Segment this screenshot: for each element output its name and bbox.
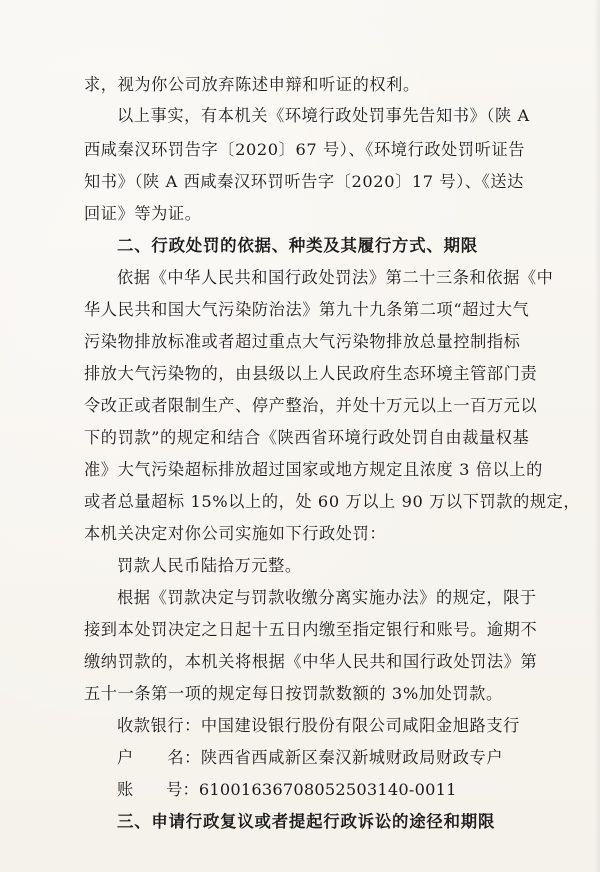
penalty-amount: 罚款人民币陆拾万元整。: [117, 556, 302, 575]
paragraph-line: 回证》等为证。: [84, 204, 202, 223]
bank-name: 收款银行：中国建设银行股份有限公司咸阳金旭路支行: [117, 716, 520, 735]
paragraph-line: 依据《中华人民共和国行政处罚法》第二十三条和依据《中: [117, 268, 554, 287]
paragraph-line: 五十一条第一项的规定每日按罚款数额的 3%加处罚款。: [84, 684, 503, 703]
account-holder: 户 名：陕西省西咸新区秦汉新城财政局财政专户: [117, 748, 504, 767]
account-number: 账 号：61001636708052503140-0011: [117, 780, 457, 799]
paragraph-line: 西咸秦汉环罚告字〔2020〕67 号）、《环境行政处罚听证告: [84, 140, 526, 159]
section-heading: 三、申请行政复议或者提起行政诉讼的途径和期限: [117, 812, 496, 831]
paragraph-line: 令改正或者限制生产、停产整治，并处十万元以上一百万元以: [84, 396, 538, 415]
paragraph-line: 根据《罚款决定与罚款收缴分离实施办法》的规定，限于: [117, 588, 537, 607]
paragraph-line: 知书》（陕 A 西咸秦汉环罚听告字〔2020〕17 号）、《送达: [84, 172, 524, 191]
paragraph-line: 或者总量超标 15%以上的，处 60 万以上 90 万以下罚款的规定，: [84, 492, 581, 511]
paragraph-line: 排放大气污染物的，由县级以上人民政府生态环境主管部门责: [84, 364, 538, 383]
paragraph-line: 污染物排放标准或者超过重点大气污染物排放总量控制指标: [84, 332, 521, 351]
paragraph-line: 缴纳罚款的，本机关将根据《中华人民共和国行政处罚法》第: [84, 652, 538, 671]
paragraph-line: 本机关决定对你公司实施如下行政处罚：: [84, 524, 387, 543]
paragraph-line: 接到本处罚决定之日起十五日内缴至指定银行和账号。逾期不: [84, 620, 538, 639]
paragraph-line: 求，视为你公司放弃陈述申辩和听证的权利。: [84, 75, 420, 94]
section-heading: 二、行政处罚的依据、种类及其履行方式、期限: [117, 236, 479, 255]
paragraph-line: 华人民共和国大气污染防治法》第九十九条第二项“超过大气: [84, 300, 530, 319]
paragraph-line: 准》大气污染超标排放超过国家或地方规定且浓度 3 倍以上的: [84, 460, 543, 479]
paragraph-line: 下的罚款”的规定和结合《陕西省环境行政处罚自由裁量权基: [84, 428, 530, 447]
paragraph-line: 以上事实，有本机关《环境行政处罚事先告知书》（陕 A: [117, 106, 530, 125]
scan-edge-shadow: [594, 0, 600, 872]
